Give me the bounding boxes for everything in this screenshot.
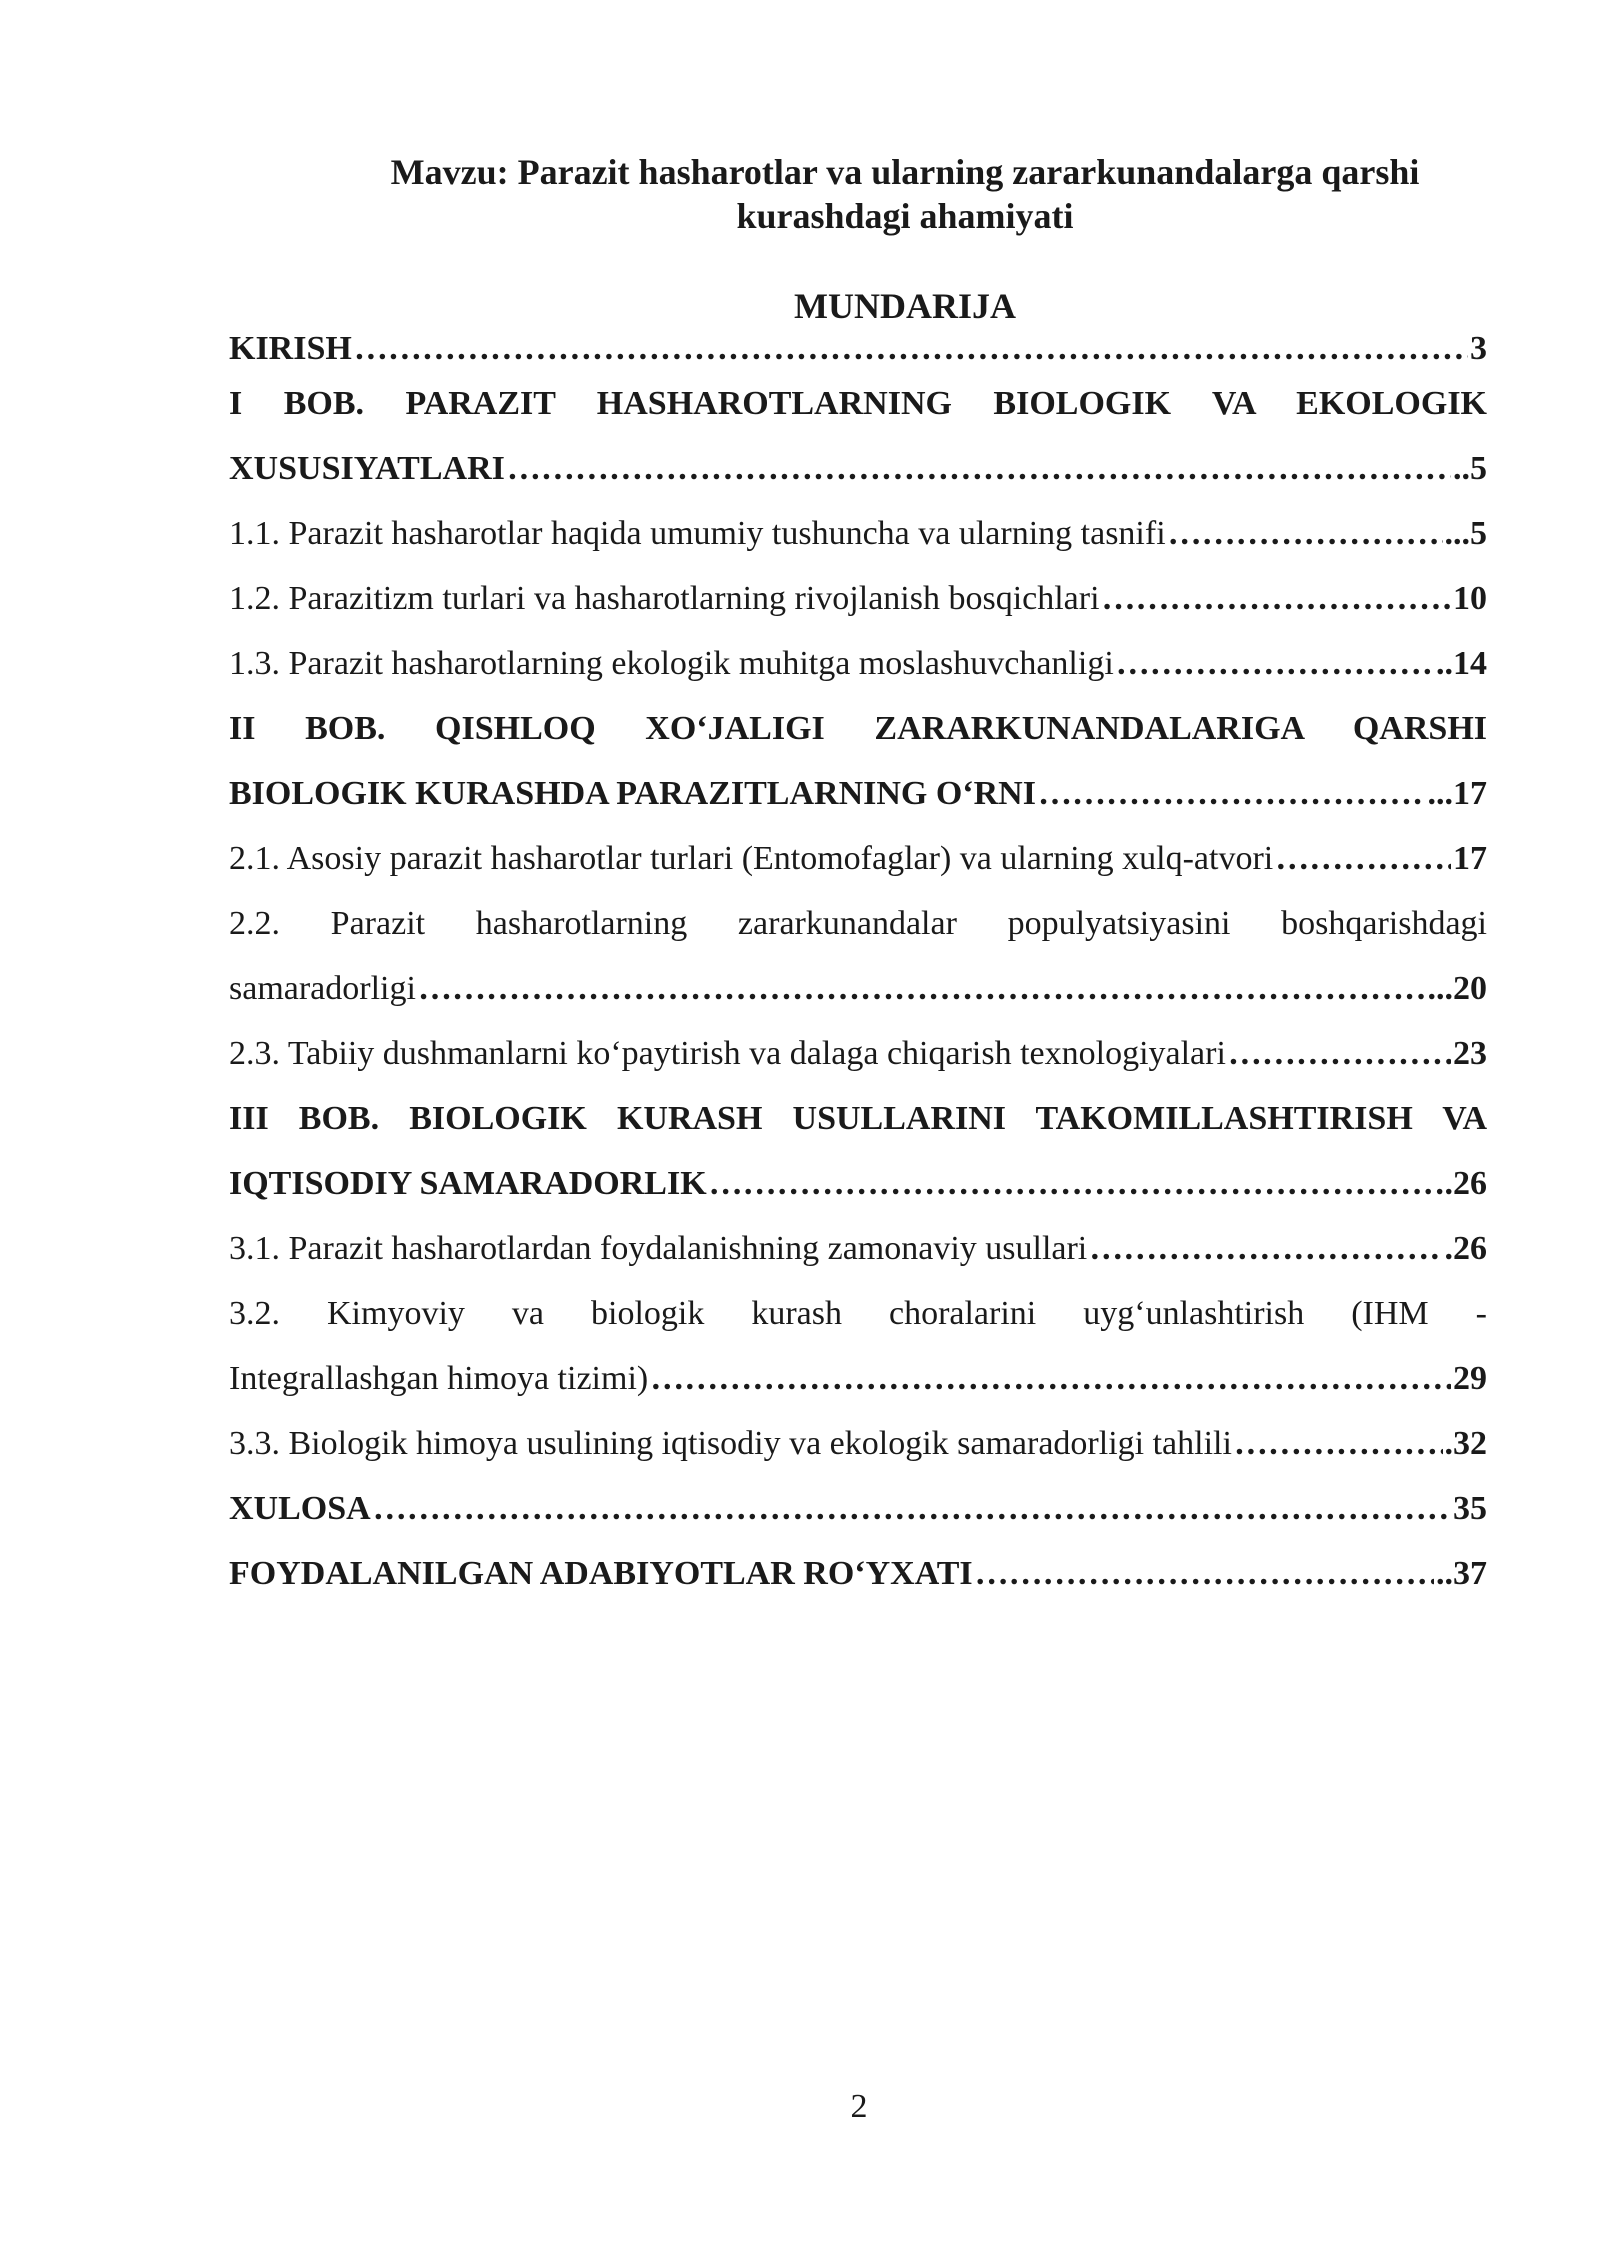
toc-entry-label: 2.3. Tabiiy dushmanlarni ko‘paytirish va dalaga chiqarish texnologiyalari [229,1035,1226,1072]
toc-entry-page: 10 [1453,580,1487,617]
toc-entry-chapter-3-line-2[interactable] [229,1151,1487,1216]
topic-line-1: Mavzu: Parazit hasharotlar va ularning zararkunandalarga qarshi [390,152,1420,192]
dot-leader [650,1346,1451,1411]
toc-entry-page: .26 [1444,1230,1487,1267]
table-of-contents [229,327,1487,1606]
toc-entry-label: 1.1. Parazit hasharotlar haqida umumiy tushuncha va ularning tasnifi [229,515,1166,552]
toc-entry-page: 3 [1470,330,1487,367]
toc-entry-label: samaradorligi [229,970,416,1007]
toc-entry-1-3[interactable] [229,631,1487,696]
toc-entry-label: Integrallashgan himoya tizimi) [229,1360,649,1397]
toc-entry-page: 17 [1453,840,1487,877]
toc-entry-label: III BOB. BIOLOGIK KURASH USULLARINI TAKOMILLASHTIRISH VA [229,1100,1487,1137]
toc-entry-3-2-line-1[interactable] [229,1281,1487,1346]
dot-leader [1234,1411,1443,1476]
dot-leader [709,1151,1443,1216]
document-topic [230,150,1580,238]
dot-leader [975,1541,1434,1606]
toc-entry-1-2[interactable] [229,566,1487,631]
toc-entry-page: 29 [1453,1360,1487,1397]
toc-entry-label: II BOB. QISHLOQ XO‘JALIGI ZARARKUNANDALARIGA QARSHI [229,710,1487,747]
toc-entry-label: XUSUSIYATLARI [229,450,505,487]
dot-leader [354,327,1468,371]
toc-entry-2-2-line-1[interactable] [229,891,1487,956]
toc-entry-page: ...17 [1427,775,1487,812]
toc-entry-3-1[interactable] [229,1216,1487,1281]
page-number: 2 [850,2088,868,2125]
toc-entry-xulosa[interactable] [229,1476,1487,1541]
dot-leader [1116,631,1434,696]
dot-leader [507,436,1451,501]
toc-entry-page: ...5 [1444,515,1487,552]
toc-entry-references[interactable] [229,1541,1487,1606]
toc-entry-label: 1.3. Parazit hasharotlarning ekologik muhitga moslashuvchanligi [229,645,1114,682]
toc-entry-chapter-1-line-2[interactable] [229,436,1487,501]
toc-entry-page: .26 [1444,1165,1487,1202]
toc-entry-page: .32 [1444,1425,1487,1462]
dot-leader [1275,826,1451,891]
toc-entry-page: ...20 [1427,970,1487,1007]
dot-leader [1168,501,1443,566]
toc-entry-label: BIOLOGIK KURASHDA PARAZITLARNING O‘RNI [229,775,1036,812]
toc-entry-chapter-2-line-1[interactable] [229,696,1487,761]
toc-entry-page: 35 [1453,1490,1487,1527]
toc-entry-label: 3.3. Biologik himoya usulining iqtisodiy va ekologik samaradorligi tahlili [229,1425,1232,1462]
toc-entry-2-2-line-2[interactable] [229,956,1487,1021]
toc-entry-page: ..14 [1436,645,1487,682]
dot-leader [1089,1216,1442,1281]
toc-entry-chapter-2-line-2[interactable] [229,761,1487,826]
dot-leader [418,956,1426,1021]
toc-entry-page: ..37 [1436,1555,1487,1592]
toc-entry-page: ..5 [1453,450,1487,487]
toc-entry-3-2-line-2[interactable] [229,1346,1487,1411]
toc-entry-kirish[interactable] [229,327,1487,371]
toc-entry-chapter-1-line-1[interactable] [229,371,1487,436]
toc-entry-label: FOYDALANILGAN ADABIYOTLAR RO‘YXATI [229,1555,973,1592]
toc-entry-label: 3.1. Parazit hasharotlardan foydalanishning zamonaviy usullari [229,1230,1088,1267]
toc-entry-label: IQTISODIY SAMARADORLIK [229,1165,707,1202]
toc-entry-page: 23 [1453,1035,1487,1072]
toc-entry-chapter-3-line-1[interactable] [229,1086,1487,1151]
dot-leader [1102,566,1451,631]
toc-entry-label: XULOSA [229,1490,371,1527]
dot-leader [373,1476,1451,1541]
toc-entry-2-1[interactable] [229,826,1487,891]
toc-entry-label: 2.2. Parazit hasharotlarning zararkunandalar populyatsiyasini boshqarishdagi [229,905,1487,942]
topic-line-2: kurashdagi ahamiyati [736,196,1074,236]
dot-leader [1228,1021,1451,1086]
toc-entry-1-1[interactable] [229,501,1487,566]
toc-entry-label: 3.2. Kimyoviy va biologik kurash choralarini uyg‘unlashtirish (IHM - [229,1295,1487,1332]
toc-entry-label: KIRISH [229,330,352,367]
toc-entry-label: I BOB. PARAZIT HASHAROTLARNING BIOLOGIK VA EKOLOGIK [229,385,1487,422]
toc-heading: MUNDARIJA [794,286,1016,326]
toc-entry-2-3[interactable] [229,1021,1487,1086]
toc-entry-label: 2.1. Asosiy parazit hasharotlar turlari (Entomofaglar) va ularning xulq-atvori [229,840,1274,877]
toc-entry-3-3[interactable] [229,1411,1487,1476]
toc-entry-label: 1.2. Parazitizm turlari va hasharotlarning rivojlanish bosqichlari [229,580,1100,617]
dot-leader [1038,761,1426,826]
